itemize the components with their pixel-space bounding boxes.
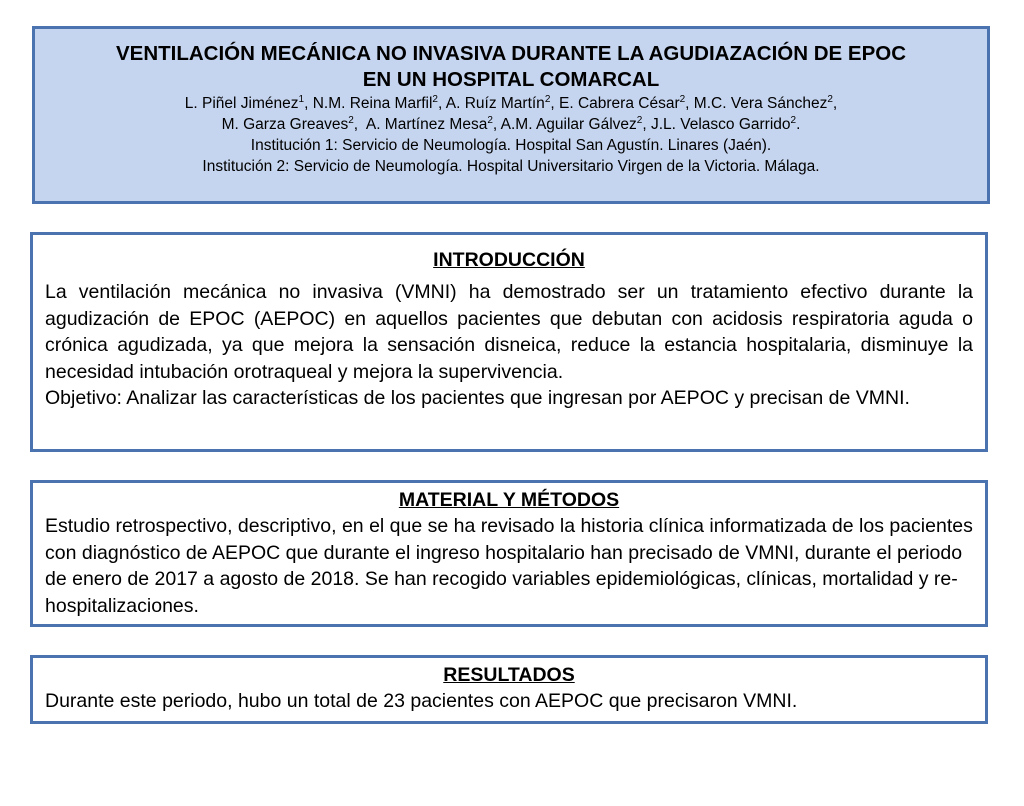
separator: ,: [685, 95, 694, 112]
author-affiliation: 2: [487, 114, 493, 126]
poster-title-line-1: VENTILACIÓN MECÁNICA NO INVASIVA DURANTE LA AGUDIAZACIÓN DE EPOC: [115, 42, 907, 65]
separator: ,: [550, 95, 559, 112]
header-panel: [32, 26, 990, 204]
author: A. Martínez Mesa: [365, 116, 488, 133]
institution-2: Institución 2: Servicio de Neumología. Hospital Universitario Virgen de la Victoria. Málaga.: [202, 158, 820, 175]
author-affiliation: 2: [348, 114, 354, 126]
methods-text: Estudio retrospectivo, descriptivo, en el que se ha revisado la historia clínica informatizada de los pacientes con diagnóstico de AEPOC que durante el ingreso hospitalario han precisado de VMNI, durante el periodo de enero de 2017 a agosto de 2018. Se han recogido variables epidemiológicas, clínicas, mortalidad y re-hospitalizaciones.: [45, 515, 973, 617]
author-affiliation: 2: [432, 93, 438, 105]
author-affiliation: 2: [827, 93, 833, 105]
methods-panel: [30, 480, 988, 627]
objective-text: Objetivo: Analizar las características de los pacientes que ingresan por AEPOC y precisan de VMNI.: [45, 387, 910, 409]
author-affiliation: 2: [679, 93, 686, 105]
separator: ,: [492, 116, 501, 133]
author: E. Cabrera César: [559, 95, 680, 112]
introduction-text: La ventilación mecánica no invasiva (VMNI) ha demostrado ser un tratamiento efectivo durante la agudización de EPOC (AEPOC) en aquellos pacientes que debutan con acidosis respiratoria aguda o crónica agudizada, ya que mejora la sensación disneica, reduce la estancia hospitalaria, disminuye la necesidad intubación orotraqueal y mejora la supervivencia.: [45, 281, 973, 383]
introduction-panel: [30, 232, 988, 452]
institution-1: Institución 1: Servicio de Neumología. Hospital San Agustín. Linares (Jaén).: [250, 137, 772, 154]
separator: ,: [304, 95, 313, 112]
results-heading: RESULTADOS: [443, 664, 575, 686]
separator: ,: [437, 95, 446, 112]
authors-line-1: [43, 93, 979, 114]
separator: .: [796, 116, 801, 133]
introduction-heading: INTRODUCCIÓN: [433, 249, 585, 271]
author-affiliation: 2: [544, 93, 551, 105]
results-panel: [30, 655, 988, 724]
author: N.M. Reina Marfil: [312, 95, 433, 112]
poster-title-line-2: EN UN HOSPITAL COMARCAL: [362, 68, 660, 91]
author: M. Garza Greaves: [221, 116, 349, 133]
methods-heading: MATERIAL Y MÉTODOS: [398, 489, 620, 511]
author-affiliation: 2: [790, 114, 797, 126]
author: A. Ruíz Martín: [445, 95, 545, 112]
separator: ,: [353, 116, 366, 133]
author: A.M. Aguilar Gálvez: [500, 116, 637, 133]
separator: ,: [832, 95, 838, 112]
authors-line-2: [43, 114, 979, 135]
results-text: Durante este periodo, hubo un total de 23 pacientes con AEPOC que precisaron VMNI.: [45, 690, 798, 712]
separator: ,: [642, 116, 651, 133]
author: M.C. Vera Sánchez: [693, 95, 828, 112]
author-affiliation: 2: [636, 114, 643, 126]
author: J.L. Velasco Garrido: [650, 116, 791, 133]
author-affiliation: 1: [298, 93, 305, 105]
author: L. Piñel Jiménez: [184, 95, 299, 112]
